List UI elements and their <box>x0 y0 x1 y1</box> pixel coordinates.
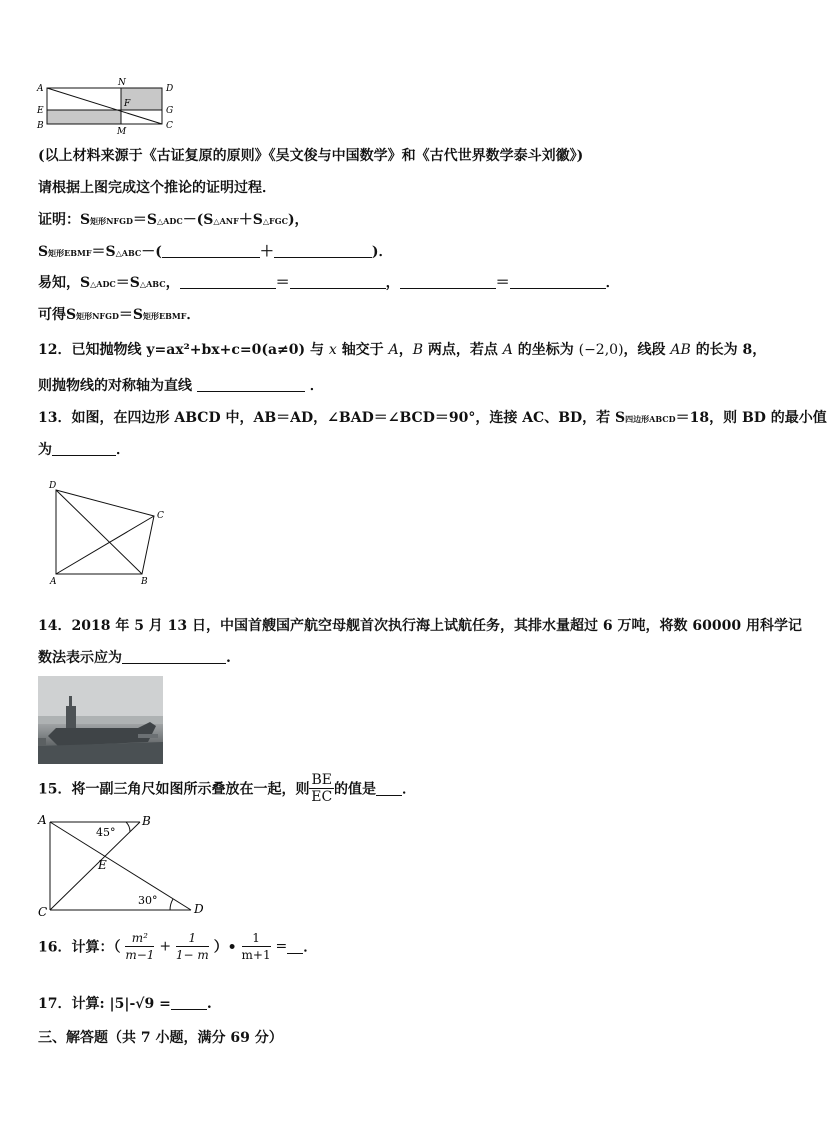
answer-blank[interactable] <box>287 939 303 954</box>
label-M: M <box>117 127 127 137</box>
label-B: B <box>37 121 44 131</box>
label-B: B <box>142 814 151 828</box>
instruction: 请根据上图完成这个推论的证明过程． <box>38 180 276 196</box>
proof-line-4: 可得S矩形NFGD＝S矩形EBMF． <box>38 307 201 323</box>
fig-rectangle-diagram <box>34 78 184 136</box>
proof-line-2: S矩形EBMF＝S△ABC－( ＋ )． <box>38 244 393 260</box>
label-A: A <box>37 84 44 94</box>
shaded-rect-ebmf <box>47 110 121 124</box>
answer-blank[interactable] <box>274 243 372 258</box>
answer-blank[interactable] <box>52 441 116 456</box>
side-ad <box>50 822 191 910</box>
section-3-heading: 三、解答题（共 7 小题，满分 69 分） <box>38 1030 283 1046</box>
q15-line: 15．将一副三角尺如图所示叠放在一起，则 $\frac{BE}{EC}$ 的值是 ． <box>38 772 416 805</box>
label-C: C <box>38 905 48 919</box>
diagonal-ac <box>56 516 154 574</box>
fraction-1-over-1-m: $\frac{1}{1- m}$ <box>175 931 209 962</box>
q17-line: 17．计算: |5|-√9 = . <box>38 996 212 1012</box>
label-D: D <box>194 902 204 916</box>
label-A: A <box>50 577 57 587</box>
angle-arc-45 <box>126 822 130 832</box>
source-note: (以上材料来源于《古证复原的原则》《吴文俊与中国数学》和《古代世界数学泰斗刘徽》) <box>38 148 584 164</box>
label-E: E <box>37 106 44 116</box>
fig-triangle-rulers <box>36 812 216 920</box>
q14-line-1: 14．2018 年 5 月 13 日，中国首艘国产航空母舰首次执行海上试航任务，其排水量超过 6 万吨，将数 60000 用科学记 <box>38 618 802 634</box>
angle-label-45: 45° <box>96 826 116 839</box>
proof-line-1: 证明：S矩形NFGD＝S△ADC－(S△ANF＋S△FGC)， <box>38 212 309 228</box>
diagonal-bd <box>56 490 142 574</box>
q12-line-1: 12．已知抛物线 y=ax²+bx+c=0(a≠0) 与 x 轴交于 A，B 两点，若点 A 的坐标为 (−2,0)，线段 AB 的长为 8， <box>38 342 767 358</box>
label-B: B <box>141 577 148 587</box>
label-D: D <box>166 84 174 94</box>
q16-line: 16．计算：（ $\frac{\text{m²}}{m-1}$ + $\frac{1}{1- m}$ ）• $\frac{1}{m+1}$ = ． <box>38 931 318 962</box>
fraction-m2-over-m-1: $\frac{\text{m²}}{m-1}$ <box>125 931 155 962</box>
answer-blank[interactable] <box>376 781 402 796</box>
label-F: F <box>124 99 131 109</box>
quad-outline <box>56 490 154 574</box>
q12-line-2: 则抛物线的对称轴为直线 ． <box>38 378 324 394</box>
aircraft-carrier-photo <box>38 676 163 764</box>
label-G: G <box>166 106 174 116</box>
label-N: N <box>118 78 126 88</box>
fraction-1-over-m-plus-1: $\frac{1}{m+1}$ <box>241 931 271 962</box>
proof-line-3: 易知，S△ADC＝S△ABC， ＝ ， ＝ ． <box>38 275 620 291</box>
answer-blank[interactable] <box>290 274 386 289</box>
answer-blank[interactable] <box>122 649 226 664</box>
answer-blank[interactable] <box>510 274 606 289</box>
label-D: D <box>49 481 57 491</box>
side-bc <box>50 822 140 910</box>
fig-quadrilateral-abcd <box>44 478 174 588</box>
q13-line-2: 为 ． <box>38 442 130 458</box>
answer-blank[interactable] <box>180 274 276 289</box>
answer-blank[interactable] <box>171 995 207 1010</box>
label-E: E <box>98 858 107 872</box>
q14-line-2: 数法表示应为 . <box>38 650 231 666</box>
angle-arc-30 <box>170 899 173 910</box>
answer-blank[interactable] <box>400 274 496 289</box>
answer-blank[interactable] <box>162 243 260 258</box>
label-C: C <box>166 121 173 131</box>
label-C: C <box>157 511 164 521</box>
angle-label-30: 30° <box>138 894 158 907</box>
q13-line-1: 13．如图，在四边形 ABCD 中，AB＝AD，∠BAD＝∠BCD＝90°，连接 AC、BD，若 S四边形ABCD＝18，则 BD 的最小值 <box>38 410 827 426</box>
answer-blank[interactable] <box>197 377 305 392</box>
fraction-be-ec: $\frac{BE}{EC}$ <box>311 772 333 805</box>
label-A: A <box>38 813 47 827</box>
